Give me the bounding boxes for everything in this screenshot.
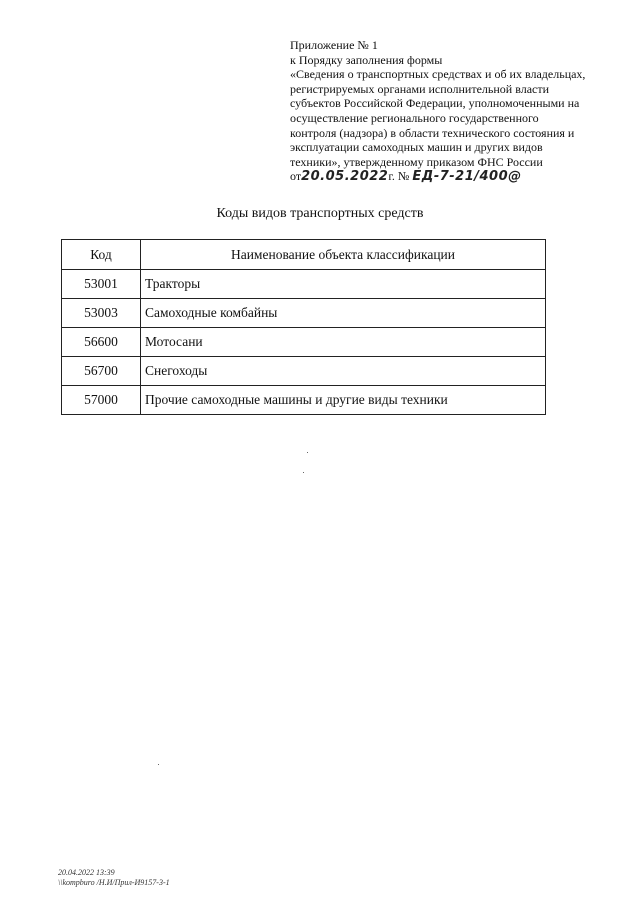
header-line: Приложение № 1: [290, 38, 378, 52]
name-cell: Прочие самоходные машины и другие виды техники: [141, 386, 546, 415]
scan-speck: [307, 452, 308, 453]
header-line: осуществление регионального государственного: [290, 110, 539, 125]
date-suffix: г. №: [388, 169, 410, 184]
file-stamp: \\kompburo /Н.И/Прил-И9157-3-1: [58, 878, 170, 887]
table-row: [62, 299, 546, 328]
code-cell: 53003: [62, 299, 141, 328]
column-header-name: Наименование объекта классификации: [141, 240, 546, 270]
table-row: [62, 270, 546, 299]
code-cell: 56600: [62, 328, 141, 357]
table-header-row: [62, 240, 546, 270]
handwritten-date: 20.05.2022: [301, 169, 389, 185]
code-cell: 53001: [62, 270, 141, 299]
header-line: техники», утвержденному приказом ФНС России: [290, 154, 543, 169]
table-row: [62, 357, 546, 386]
scan-speck: [303, 472, 304, 473]
header-line: к Порядку заполнения формы: [290, 52, 443, 67]
table-row: [62, 328, 546, 357]
print-footer: [58, 868, 170, 888]
name-cell: Снегоходы: [141, 357, 546, 386]
header-line: регистрируемых органами исполнительной власти: [290, 81, 550, 96]
vehicle-codes-table: [61, 239, 546, 415]
code-cell: 56700: [62, 357, 141, 386]
order-date-line: [290, 169, 630, 185]
document-title: Коды видов транспортных средств: [216, 206, 424, 221]
name-cell: Мотосани: [141, 328, 546, 357]
appendix-header: [290, 38, 630, 185]
header-line: эксплуатации самоходных машин и других видов: [290, 140, 543, 155]
header-line: «Сведения о транспортных средствах и об их владельцах,: [290, 67, 586, 82]
name-cell: Самоходные комбайны: [141, 299, 546, 328]
table-row: [62, 386, 546, 415]
header-line: субъектов Российской Федерации, уполномоченными на: [290, 96, 580, 111]
date-prefix: от: [290, 169, 302, 184]
scan-speck: [158, 764, 159, 765]
header-line: контроля (надзора) в области технического состояния и: [290, 125, 575, 140]
code-cell: 57000: [62, 386, 141, 415]
handwritten-order-number: ЕД-7-21/400@: [412, 169, 522, 185]
print-timestamp: 20.04.2022 13:39: [58, 868, 115, 877]
column-header-code: Код: [62, 240, 141, 270]
name-cell: Тракторы: [141, 270, 546, 299]
